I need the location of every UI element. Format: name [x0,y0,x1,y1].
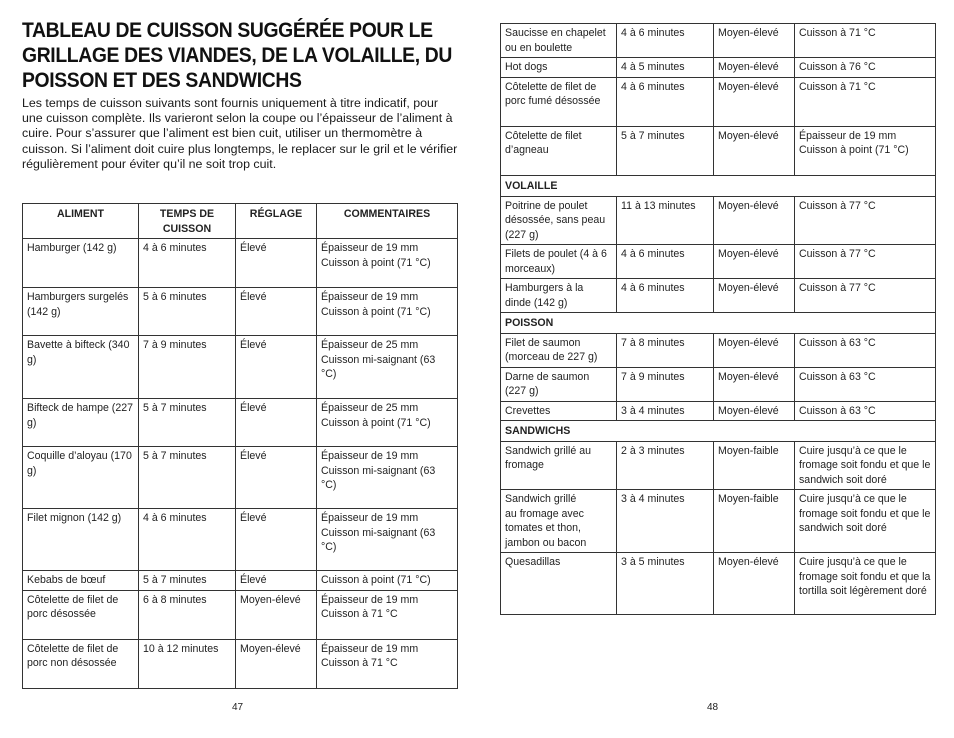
cell-comment: Cuisson à 71 °C [795,24,936,58]
cell-setting: Élevé [236,239,317,288]
cell-comment: Cuire jusqu’à ce que le fromage soit fondu et que la tortilla soit légèrement doré [795,553,936,615]
cell-time: 3 à 4 minutes [617,401,714,421]
cell-time: 4 à 6 minutes [617,245,714,279]
cell-comment: Cuire jusqu’à ce que le fromage soit fondu et que le sandwich soit doré [795,490,936,553]
cell-time: 2 à 3 minutes [617,441,714,490]
cell-time: 3 à 4 minutes [617,490,714,553]
table-row [23,590,458,639]
table-row [23,288,458,336]
table-row [501,196,936,245]
cell-setting: Moyen-faible [714,441,795,490]
cell-comment: Cuisson à point (71 °C) [317,571,458,591]
table-row [501,333,936,367]
cell-setting: Moyen-élevé [714,245,795,279]
section-sandwich: SANDWICHS [501,421,936,442]
table-header-row [23,204,458,239]
cell-food: Hamburgers surgelés (142 g) [23,288,139,336]
cell-setting: Élevé [236,288,317,336]
page-number-left: 47 [232,702,244,713]
cell-comment: Épaisseur de 19 mm Cuisson à 71 °C [317,590,458,639]
table-row [501,279,936,313]
header-time: TEMPS DE CUISSON [139,204,236,239]
cell-setting: Moyen-élevé [236,590,317,639]
table-row [501,77,936,126]
table-row [23,571,458,591]
cell-setting: Moyen-élevé [714,77,795,126]
page-number-right: 48 [707,702,719,713]
cell-time: 7 à 9 minutes [617,367,714,401]
cell-time: 4 à 5 minutes [617,58,714,78]
cell-setting: Moyen-élevé [714,24,795,58]
cell-food: Sandwich grillé au fromage avec tomates et thon, jambon ou bacon [501,490,617,553]
cell-setting: Élevé [236,509,317,571]
cell-setting: Élevé [236,399,317,447]
cell-food: Crevettes [501,401,617,421]
cell-time: 11 à 13 minutes [617,196,714,245]
cell-food: Hot dogs [501,58,617,78]
cell-comment: Épaisseur de 19 mm Cuisson à point (71 °C) [317,239,458,288]
table-row [501,245,936,279]
cell-setting: Moyen-élevé [236,639,317,688]
table-row [501,441,936,490]
cell-food: Filets de poulet (4 à 6 morceaux) [501,245,617,279]
cooking-table-left [22,203,458,689]
cell-setting: Moyen-élevé [714,58,795,78]
cell-comment: Cuisson à 63 °C [795,333,936,367]
cell-food: Côtelette de filet d’agneau [501,126,617,175]
intro-paragraph: Les temps de cuisson suivants sont fournis uniquement à titre indicatif, pour une cuisson complète. Ils varieront selon la coupe ou l’épaisseur de l’aliment à cuire. Pour s’assurer que l’aliment est bien cuit, utiliser un thermomètre à cuisson. Si l’aliment doit cuire plus longtemps, le replacer sur le gril et le vérifier régulièrement pour éviter qu’il ne soit trop cuit. [22,96,458,171]
cell-comment: Cuisson à 63 °C [795,401,936,421]
cell-food: Bifteck de hampe (227 g) [23,399,139,447]
cell-food: Darne de saumon (227 g) [501,367,617,401]
cell-time: 5 à 6 minutes [139,288,236,336]
cell-setting: Moyen-élevé [714,279,795,313]
cell-setting: Élevé [236,447,317,509]
table-row [501,401,936,421]
cell-comment: Épaisseur de 25 mm Cuisson mi-saignant (63 °C) [317,336,458,399]
header-comments: COMMENTAIRES [317,204,458,239]
table-row [23,239,458,288]
cooking-table-right [500,23,936,615]
cell-food: Kebabs de bœuf [23,571,139,591]
cell-time: 4 à 6 minutes [617,77,714,126]
page-title: TABLEAU DE CUISSON SUGGÉRÉE POUR LE GRILLAGE DES VIANDES, DE LA VOLAILLE, DU POISSON ET DES SANDWICHS [22,18,452,92]
cell-comment: Cuisson à 77 °C [795,279,936,313]
cell-setting: Moyen-faible [714,490,795,553]
section-row [501,313,936,334]
cell-setting: Moyen-élevé [714,401,795,421]
cell-comment: Cuisson à 77 °C [795,245,936,279]
left-page [22,18,458,172]
table-row [23,509,458,571]
cell-comment: Épaisseur de 19 mm Cuisson mi-saignant (63 °C) [317,509,458,571]
cell-time: 4 à 6 minutes [617,279,714,313]
table-row [501,58,936,78]
cell-comment: Cuisson à 76 °C [795,58,936,78]
cell-food: Poitrine de poulet désossée, sans peau (227 g) [501,196,617,245]
cell-comment: Cuire jusqu’à ce que le fromage soit fondu et que le sandwich soit doré [795,441,936,490]
header-setting: RÉGLAGE [236,204,317,239]
cell-time: 4 à 6 minutes [139,239,236,288]
cell-time: 5 à 7 minutes [617,126,714,175]
cell-comment: Épaisseur de 25 mm Cuisson à point (71 °C) [317,399,458,447]
section-row [501,175,936,196]
cell-time: 5 à 7 minutes [139,399,236,447]
cell-time: 4 à 6 minutes [139,509,236,571]
cell-time: 7 à 8 minutes [617,333,714,367]
table-row [501,367,936,401]
cell-food: Côtelette de filet de porc désossée [23,590,139,639]
table-row [23,639,458,688]
cell-food: Saucisse en chapelet ou en boulette [501,24,617,58]
table-row [501,126,936,175]
cell-setting: Moyen-élevé [714,126,795,175]
cell-food: Côtelette de filet de porc fumé désossée [501,77,617,126]
table-row [23,336,458,399]
cell-time: 5 à 7 minutes [139,571,236,591]
cell-comment: Épaisseur de 19 mm Cuisson à point (71 °C) [795,126,936,175]
cell-comment: Cuisson à 63 °C [795,367,936,401]
cell-food: Sandwich grillé au fromage [501,441,617,490]
cell-food: Hamburger (142 g) [23,239,139,288]
cell-food: Quesadillas [501,553,617,615]
cell-comment: Cuisson à 77 °C [795,196,936,245]
cell-time: 3 à 5 minutes [617,553,714,615]
section-poultry: VOLAILLE [501,175,936,196]
cell-time: 7 à 9 minutes [139,336,236,399]
cell-food: Filet mignon (142 g) [23,509,139,571]
table-row [501,24,936,58]
cell-food: Côtelette de filet de porc non désossée [23,639,139,688]
cell-time: 5 à 7 minutes [139,447,236,509]
cell-comment: Épaisseur de 19 mm Cuisson à point (71 °C) [317,288,458,336]
cell-comment: Épaisseur de 19 mm Cuisson mi-saignant (63 °C) [317,447,458,509]
cell-time: 6 à 8 minutes [139,590,236,639]
section-fish: POISSON [501,313,936,334]
cell-food: Bavette à bifteck (340 g) [23,336,139,399]
cell-setting: Élevé [236,571,317,591]
cell-food: Coquille d’aloyau (170 g) [23,447,139,509]
cell-setting: Moyen-élevé [714,553,795,615]
cell-food: Filet de saumon (morceau de 227 g) [501,333,617,367]
table-row [23,447,458,509]
cell-comment: Épaisseur de 19 mm Cuisson à 71 °C [317,639,458,688]
cell-time: 4 à 6 minutes [617,24,714,58]
cell-comment: Cuisson à 71 °C [795,77,936,126]
cell-setting: Élevé [236,336,317,399]
table-row [501,490,936,553]
table-row [501,553,936,615]
section-row [501,421,936,442]
cell-setting: Moyen-élevé [714,367,795,401]
table-row [23,399,458,447]
cell-setting: Moyen-élevé [714,196,795,245]
header-food: ALIMENT [23,204,139,239]
cell-food: Hamburgers à la dinde (142 g) [501,279,617,313]
cell-setting: Moyen-élevé [714,333,795,367]
cell-time: 10 à 12 minutes [139,639,236,688]
